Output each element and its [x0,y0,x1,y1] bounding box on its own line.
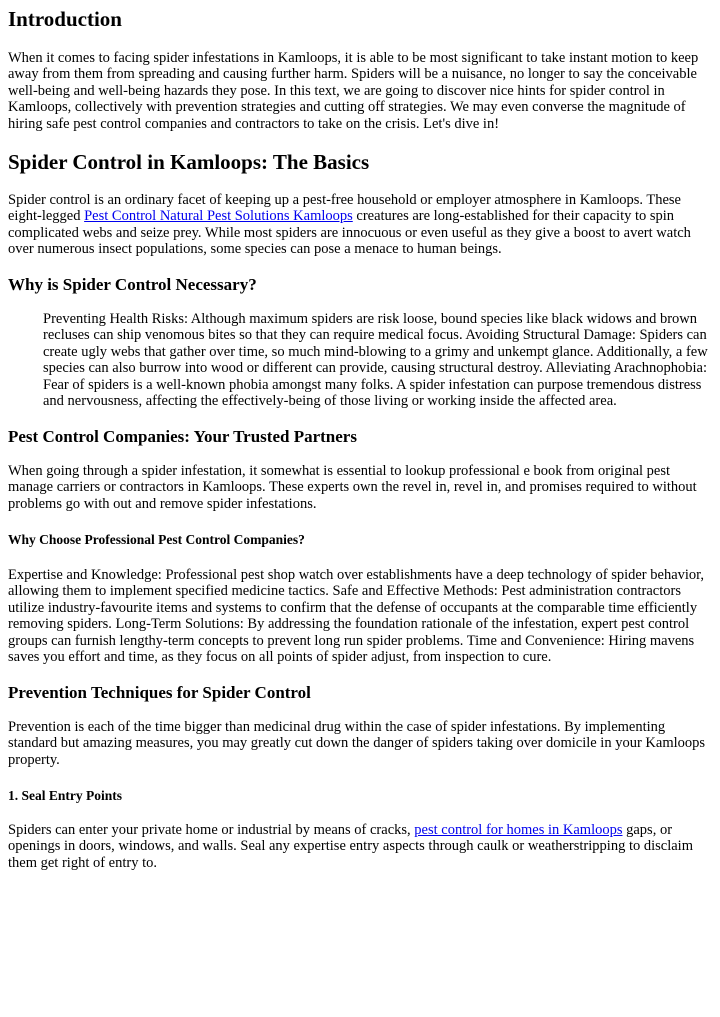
basics-paragraph [8,192,712,258]
why-necessary-heading: Why is Spider Control Necessary? [8,275,257,294]
seal-heading: 1. Seal Entry Points [8,788,123,803]
why-choose-paragraph: Expertise and Knowledge: Professional pest shop watch over establishments have a deep technology of spider behavior, allowing them to implement specified medicine tactics. Safe and Effective Methods: Pest administration contractors utilize industry-favourite items and systems to confirm that the defense of occupants at the comparable time efficiently removing spiders. Long-Term Solutions: By addressing the foundation rationale of the infestation, expert pest control groups can furnish lengthy-term concepts to prevent long run spider problems. Time and Convenience: Hiring mavens saves you effort and time, as they focus on all points of spider adjust, from inspection to cure. [8,567,705,666]
why-necessary-quote: Preventing Health Risks: Although maximum spiders are risk loose, bound species like black widows and brown recluses can ship venomous bites so that they can require medical focus. Avoiding Structural Damage: Spiders can create ugly webs that gather over time, so much mind-blowing to a grimy and unkempt glance. Additionally, a few species can also burrow into wood or different can provide, causing structural destroy. Alleviating Arachnophobia: Fear of spiders is a well-known phobia amongst many folks. A spider infestation can purpose tremendous distress and nervousness, affecting the effectively-being of those living or working inside the affected area. [43,311,708,410]
basics-heading: Spider Control in Kamloops: The Basics [8,150,370,174]
basics-text-before-link: Spider control is an ordinary facet of keeping up a pest-free household or employer atmosphere in Kamloops. These eight-legged [8,192,681,225]
seal-paragraph [8,822,712,871]
seal-text-before-link: Spiders can enter your private home or industrial by means of cracks, [8,822,415,838]
natural-pest-solutions-link[interactable]: Pest Control Natural Pest Solutions Kamloops [84,208,353,225]
prevention-heading: Prevention Techniques for Spider Control [8,683,311,702]
prevention-paragraph: Prevention is each of the time bigger than medicinal drug within the case of spider infestations. By implementing standard but amazing measures, you may greatly cut down the danger of spiders taking over domicile in your Kamloops property. [8,719,706,768]
why-choose-heading: Why Choose Professional Pest Control Companies? [8,532,305,547]
homes-pest-control-link[interactable]: pest control for homes in Kamloops [414,822,623,838]
intro-paragraph: When it comes to facing spider infestations in Kamloops, it is able to be most significant to take instant motion to keep away from them from spreading and causing further harm. Spiders will be a nuisance, no longer to say the conceivable well-being and well-being hazards they pose. In this text, we are going to discover nice hints for spider control in Kamloops, collectively with prevention strategies and cutting off strategies. We may even converse the magnitude of hiring safe pest control companies and contractors to take on the crisis. Let's dive in! [8,50,699,132]
intro-heading: Introduction [8,7,122,31]
basics-text-after-link: creatures are long-established for their capacity to spin complicated webs and seize prey. While most spiders are innocuous or even useful as they give a boost to avert watch over numerous insect populations, some species can pose a menace to human beings. [8,208,691,258]
companies-heading: Pest Control Companies: Your Trusted Partners [8,427,357,446]
companies-paragraph: When going through a spider infestation, it somewhat is essential to lookup professional e book from original pest manage carriers or contractors in Kamloops. These experts own the revel in, revel in, and promises required to without problems go with out and remove spider infestations. [8,463,697,512]
seal-text-after-link: gaps, or openings in doors, windows, and walls. Seal any expertise entry aspects through caulk or weatherstripping to disclaim them get right of entry to. [8,822,693,871]
